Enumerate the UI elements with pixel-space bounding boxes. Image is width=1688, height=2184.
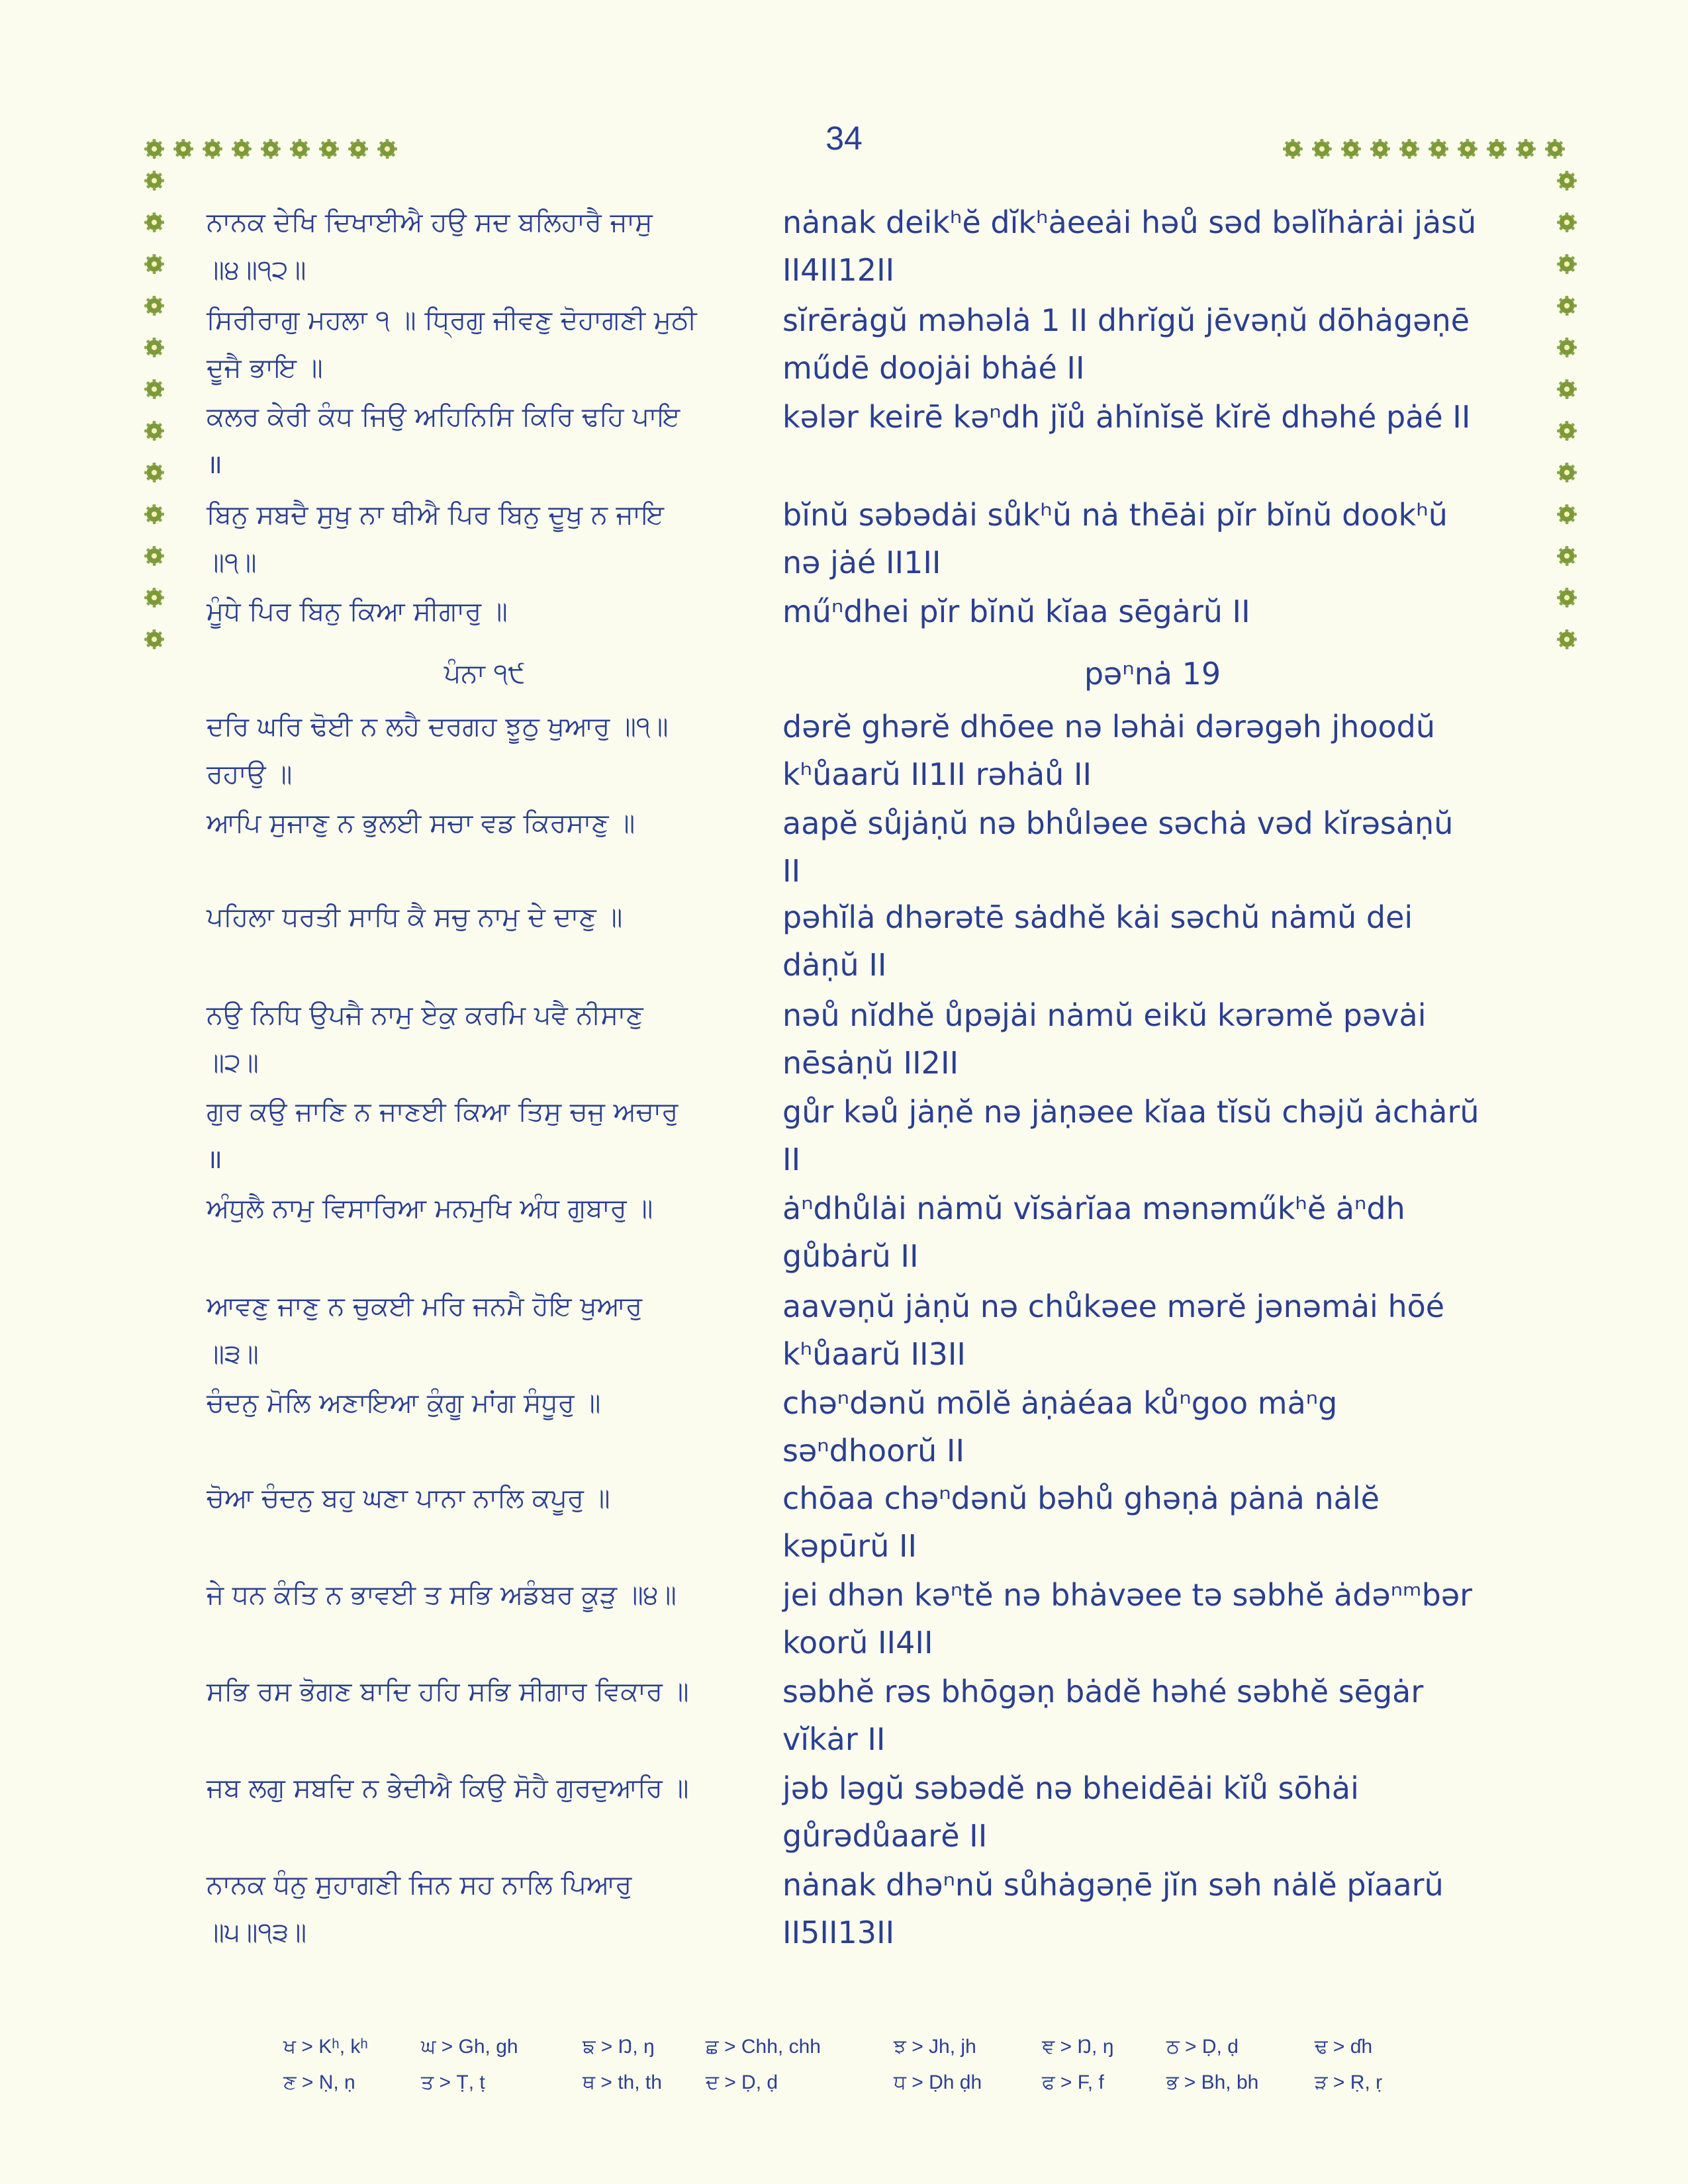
legend-item: ਞ > Ŋ, ŋ — [1042, 2036, 1114, 2058]
legend-item: ਣ > Ṇ, ṇ — [283, 2071, 355, 2093]
transliteration-line: chōaa chəⁿdənŭ bəhů ghəṇȧ pȧnȧ nȧlĕ kəpūrŭ II — [782, 1480, 1380, 1564]
gurmukhi-line: ਮੂੰਧੇ ਪਿਰ ਬਿਨੁ ਕਿਆ ਸੀਗਾਰੁ ॥ — [207, 596, 508, 627]
legend-item: ਫ > F, f — [1042, 2071, 1104, 2093]
transliteration-line: jei dhən kəⁿtĕ nə bhȧvəee tə səbhĕ ȧdəⁿᵐbər koorŭ II4II — [782, 1577, 1473, 1661]
gurmukhi-line: ਆਵਣੁ ਜਾਣੁ ਨ ਚੁਕਈ ਮਰਿ ਜਨਮੈ ਹੋਇ ਖੁਆਰੁ ॥੩॥ — [207, 1291, 643, 1369]
gurmukhi-line: ਨਾਨਕ ਦੇਖਿ ਦਿਖਾਈਐ ਹਉ ਸਦ ਬਲਿਹਾਰੈ ਜਾਸੁ ॥੪॥੧੨॥ — [207, 207, 653, 285]
legend-item: ਙ > Ŋ, ŋ — [583, 2036, 655, 2058]
transliteration-line: aapĕ sůjȧṇŭ nə bhůləee səchȧ vəd kĭrəsȧṇŭ II — [782, 805, 1454, 889]
transliteration-line: chəⁿdənŭ mōlĕ ȧṇȧéaa kůⁿgoo mȧⁿg səⁿdhoorŭ II — [782, 1385, 1338, 1469]
transliteration-line: nəů nĭdhĕ ůpəjȧi nȧmŭ eikŭ kərəmĕ pəvȧi nēsȧṇŭ II2II — [782, 997, 1427, 1081]
transliteration-line: ȧⁿdhůlȧi nȧmŭ vĭsȧrĭaa mənəműkʰĕ ȧⁿdh gůbȧrŭ II — [782, 1191, 1405, 1274]
legend-item: ਭ > Bh, bh — [1166, 2071, 1259, 2093]
transliteration-line: nȧnak deikʰĕ dĭkʰȧeeȧi həů səd bəlĭhȧrȧi jȧsŭ II4II12II — [782, 205, 1477, 288]
legend-item: ਛ > Chh, chh — [706, 2036, 821, 2058]
legend-item: ਘ > Gh, gh — [421, 2036, 518, 2058]
legend-item: ਢ > ɗh — [1315, 2036, 1373, 2058]
legend-item: ਝ > Jh, jh — [894, 2036, 976, 2058]
gurmukhi-line: ਨਾਨਕ ਧੰਨੁ ਸੁਹਾਗਣੀ ਜਿਨ ਸਹ ਨਾਲਿ ਪਿਆਰੁ ॥੫॥੧੩॥ — [207, 1870, 632, 1948]
gurmukhi-line: ਚੰਦਨੁ ਮੋਲਿ ਅਣਾਇਆ ਕੁੰਗੂ ਮਾਂਗ ਸੰਧੂਰੁ ॥ — [207, 1388, 601, 1418]
transliteration-line: kələr keirē kəⁿdh jĭů ȧhĭnĭsĕ kĭrĕ dhəhé pȧé II — [782, 399, 1471, 435]
legend-item: ਖ > Kʰ, kʰ — [283, 2036, 368, 2058]
gurmukhi-line: ਕਲਰ ਕੇਰੀ ਕੰਧ ਜਿਉ ਅਹਿਨਿਸਿ ਕਿਰਿ ਢਹਿ ਪਾਇ ॥ — [207, 402, 680, 480]
gurmukhi-line: ਦਰਿ ਘਰਿ ਢੋਈ ਨ ਲਹੈ ਦਰਗਹ ਝੂਠੁ ਖੁਆਰੁ ॥੧॥ ਰਹਾਉ ॥ — [207, 711, 669, 790]
legend-item: ਠ > Ḍ, ḍ — [1166, 2036, 1239, 2058]
legend-item: ਤ > Ṭ, ṭ — [421, 2071, 485, 2093]
gurmukhi-line: ਸਭਿ ਰਸ ਭੋਗਣ ਬਾਦਿ ਹਹਿ ਸਭਿ ਸੀਗਾਰ ਵਿਕਾਰ ॥ — [207, 1676, 689, 1707]
gurmukhi-line: ਆਪਿ ਸੁਜਾਣੁ ਨ ਭੁਲਈ ਸਚਾ ਵਡ ਕਿਰਸਾਣੁ ॥ — [207, 808, 635, 839]
transliteration-line: bĭnŭ səbədȧi sůkʰŭ nȧ thēȧi pĭr bĭnŭ dookʰŭ nə jȧé II1II — [782, 497, 1448, 580]
transliteration-line: jəb ləgŭ səbədĕ nə bheidēȧi kĭů sōhȧi gůrədůaarĕ II — [782, 1770, 1359, 1854]
gurmukhi-line: ਸਿਰੀਰਾਗੁ ਮਹਲਾ ੧ ॥ ਧ੍ਰਿਗੁ ਜੀਵਣੁ ਦੋਹਾਗਣੀ ਮੁਠੀ ਦੂਜੈ ਭਾਇ ॥ — [207, 305, 697, 383]
transliteration-line: gůr kəů jȧṇĕ nə jȧṇəee kĭaa tĭsŭ chəjŭ ȧchȧrŭ II — [782, 1094, 1479, 1177]
legend-item: ੜ > Ṛ, ṛ — [1315, 2071, 1383, 2093]
legend-item: ਥ > th, th — [583, 2071, 662, 2093]
page-marker-gurmukhi: ਪੰਨਾ ੧੯ — [444, 659, 526, 689]
transliteration-line: dərĕ ghərĕ dhōee nə ləhȧi dərəgəh jhoodŭ kʰůaarŭ II1II rəhȧů II — [782, 709, 1436, 792]
gurmukhi-line: ਜੇ ਧਨ ਕੰਤਿ ਨ ਭਾਵਈ ਤ ਸਭਿ ਅਡੰਬਰ ਕੂੜੁ ॥੪॥ — [207, 1580, 677, 1610]
gurmukhi-line: ਪਹਿਲਾ ਧਰਤੀ ਸਾਧਿ ਕੈ ਸਚੁ ਨਾਮੁ ਦੇ ਦਾਣੁ ॥ — [207, 902, 623, 933]
gurmukhi-line: ਚੋਆ ਚੰਦਨੁ ਬਹੁ ਘਣਾ ਪਾਨਾ ਨਾਲਿ ਕਪੂਰੁ ॥ — [207, 1483, 610, 1514]
transliteration-line: nȧnak dhəⁿnŭ sůhȧgəṇē jĭn səh nȧlĕ pĭaarŭ II5II13II — [782, 1867, 1444, 1950]
page-number: 34 — [825, 120, 863, 157]
gurmukhi-line: ਜਬ ਲਗੁ ਸਬਦਿ ਨ ਭੇਦੀਐ ਕਿਉ ਸੋਹੈ ਗੁਰਦੁਆਰਿ ॥ — [207, 1773, 689, 1803]
transliteration-line: pəhĭlȧ dhərətē sȧdhĕ kȧi səchŭ nȧmŭ dei dȧṇŭ II — [782, 899, 1413, 983]
gurmukhi-line: ਅੰਧੁਲੈ ਨਾਮੁ ਵਿਸਾਰਿਆ ਮਨਮੁਖਿ ਅੰਧ ਗੁਬਾਰੁ ॥ — [207, 1193, 653, 1224]
transliteration-line: műⁿdhei pĭr bĭnŭ kĭaa sēgȧrŭ II — [782, 594, 1250, 629]
transliteration-line: aavəṇŭ jȧṇŭ nə chůkəee mərĕ jənəmȧi hōé kʰůaarŭ II3II — [782, 1289, 1445, 1372]
gurmukhi-line: ਨਉ ਨਿਧਿ ਉਪਜੈ ਨਾਮੁ ਏਕੁ ਕਰਮਿ ਪਵੈ ਨੀਸਾਣੁ ॥੨॥ — [207, 1000, 643, 1078]
legend-item: ਦ > Ḍ, ḍ — [706, 2071, 778, 2093]
legend-item: ਧ > Ḍh ḍh — [894, 2071, 982, 2093]
transliteration-line: səbhĕ rəs bhōgəṇ bȧdĕ həhé səbhĕ sēgȧr vĭkȧr II — [782, 1674, 1424, 1757]
gurmukhi-line: ਬਿਨੁ ਸਬਦੈ ਸੁਖੁ ਨਾ ਥੀਐ ਪਿਰ ਬਿਨੁ ਦੂਖੁ ਨ ਜਾਇ ॥੧॥ — [207, 500, 664, 578]
gurmukhi-line: ਗੁਰ ਕਉ ਜਾਣਿ ਨ ਜਾਣਈ ਕਿਆ ਤਿਸੁ ਚਜੁ ਅਚਾਰੁ ॥ — [207, 1097, 679, 1175]
transliteration-line: sĭrērȧgŭ məhəlȧ 1 II dhrĭgŭ jēvəṇŭ dōhȧgəṇē műdē doojȧi bhȧé II — [782, 302, 1470, 386]
page-marker-transliteration: pəⁿnȧ 19 — [1084, 656, 1221, 692]
